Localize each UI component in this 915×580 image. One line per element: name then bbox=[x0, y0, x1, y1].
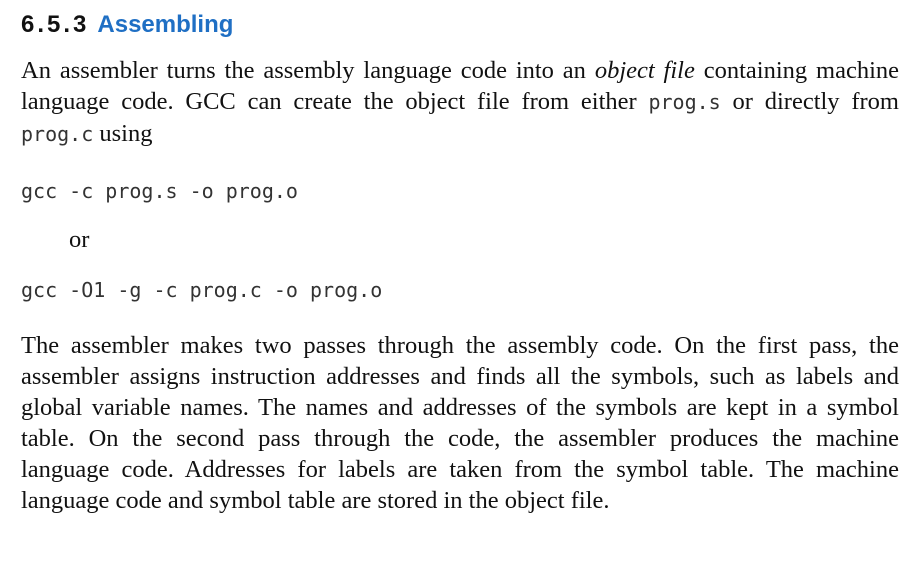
intro-text-before: An assembler turns the assembly language code into an bbox=[21, 57, 595, 84]
section-number: 6.5.3 bbox=[21, 11, 90, 38]
section-heading bbox=[21, 7, 899, 43]
or-connector: or bbox=[69, 226, 90, 253]
code-example-compile: gcc -O1 -g -c prog.c -o prog.o bbox=[21, 278, 383, 302]
intro-text-after: containing machine language code. GCC can create the object file from either bbox=[21, 57, 899, 115]
inline-code-prog-c: prog.c bbox=[21, 122, 94, 146]
intro-text-end: using bbox=[93, 120, 153, 147]
section-title: Assembling bbox=[97, 11, 234, 38]
passes-paragraph: The assembler makes two passes through the assembly code. On the first pass, the assembler assigns instruction addresses and finds all the symbols, such as labels and global variable names. The names and addresses of the symbols are kept in a symbol table. On the second pass through the code, the assembler produces the machine language code. Addresses for labels are taken from the symbol table. The machine language code and symbol table are stored in the object file. bbox=[21, 332, 899, 514]
intro-text-middle: or directly from bbox=[720, 88, 899, 115]
inline-code-prog-s: prog.s bbox=[648, 90, 721, 114]
intro-paragraph bbox=[21, 55, 899, 150]
object-file-emphasis: object file bbox=[594, 57, 695, 84]
code-example-assemble: gcc -c prog.s -o prog.o bbox=[21, 179, 298, 203]
document-page bbox=[21, 0, 899, 516]
